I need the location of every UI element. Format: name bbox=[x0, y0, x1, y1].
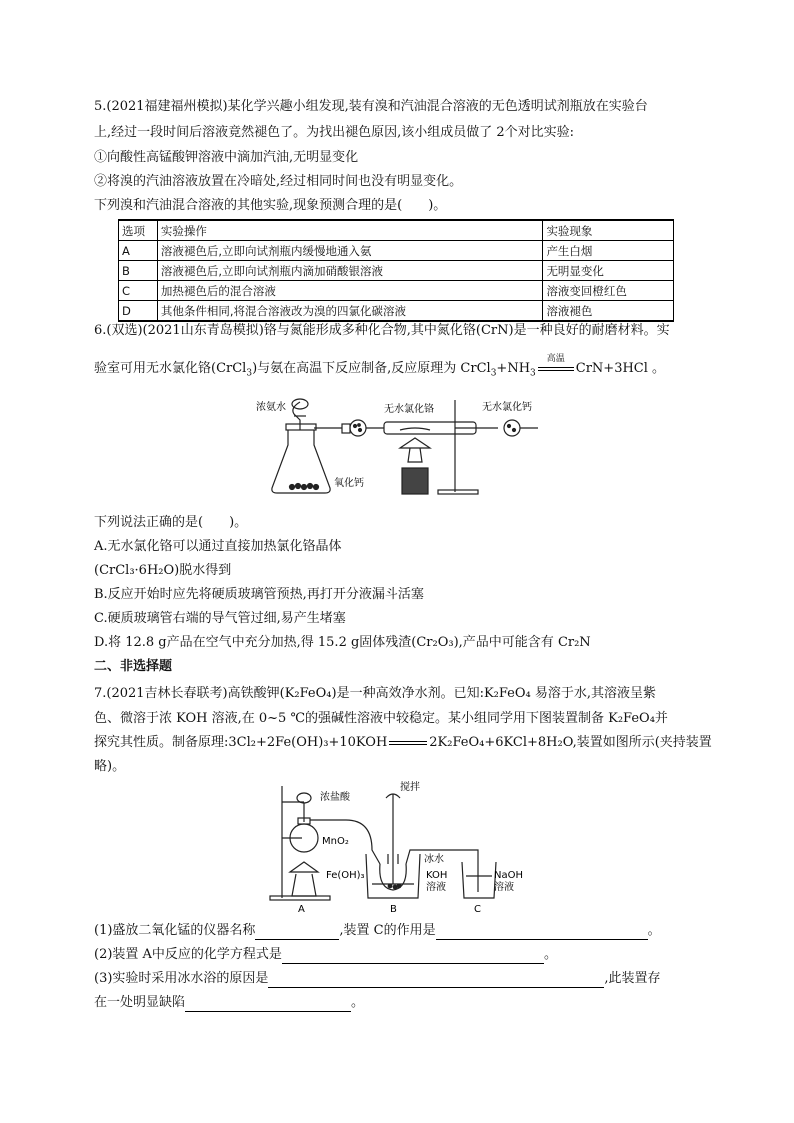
q5-experiment-1: ①向酸性高锰酸钾溶液中滴加汽油,无明显变化 bbox=[94, 150, 359, 165]
q7-sub3-text: ,此装置存 bbox=[604, 971, 661, 986]
label-feoh3: Fe(OH)₃ bbox=[326, 870, 365, 881]
table-row bbox=[119, 261, 674, 281]
table-cell: A bbox=[119, 241, 158, 261]
table-cell: 无明显变化 bbox=[543, 261, 674, 281]
q5-experiment-2: ②将溴的汽油溶液放置在冷暗处,经过相同时间也没有明显变化。 bbox=[94, 174, 463, 189]
q6-text: 验室可用无水氯化铬(CrCl bbox=[94, 361, 247, 376]
q5-question: 下列溴和汽油混合溶液的其他实验,现象预测合理的是( )。 bbox=[94, 198, 447, 213]
label-ammonia: 浓氨水 bbox=[256, 402, 286, 413]
table-row bbox=[119, 241, 674, 261]
table-header-cell: 实验操作 bbox=[157, 220, 543, 241]
answer-blank[interactable] bbox=[255, 925, 339, 940]
table-cell: 其他条件相同,将混合溶液改为溴的四氯化碳溶液 bbox=[157, 301, 543, 322]
q7-stem-line4: 略)。 bbox=[94, 759, 126, 774]
q5-options-table bbox=[118, 219, 674, 322]
table-row bbox=[119, 281, 674, 301]
q7-sub1-text: 。 bbox=[647, 923, 661, 938]
table-header-cell: 选项 bbox=[119, 220, 158, 241]
q7-sub3-text: (3)实验时采用冰水浴的原因是 bbox=[94, 971, 269, 986]
q6-text: +NH bbox=[496, 361, 531, 376]
table-header-cell: 实验现象 bbox=[543, 220, 674, 241]
label-koh-solution: 溶液 bbox=[426, 882, 446, 893]
q7-sub1 bbox=[94, 922, 661, 940]
table-cell: 加热褪色后的混合溶液 bbox=[157, 281, 543, 301]
label-mno2: MnO₂ bbox=[322, 836, 349, 847]
q6-option-b: B.反应开始时应先将硬质玻璃管预热,再打开分液漏斗活塞 bbox=[94, 587, 424, 602]
q6-option-a-line1: A.无水氯化铬可以通过直接加热氯化铬晶体 bbox=[94, 539, 342, 554]
q7-text: 探究其性质。制备原理:3Cl₂+2Fe(OH)₃+10KOH bbox=[94, 735, 388, 750]
q7-sub1-text: ,装置 C的作用是 bbox=[339, 923, 436, 938]
q6-option-c: C.硬质玻璃管右端的导气管过细,易产生堵塞 bbox=[94, 611, 346, 626]
table-cell: 溶液褪色后,立即向试剂瓶内缓慢地通入氨 bbox=[157, 241, 543, 261]
q6-text: CrN+3HCl 。 bbox=[575, 361, 666, 376]
label-apparatus-b: B bbox=[390, 904, 397, 915]
q6-question: 下列说法正确的是( )。 bbox=[94, 515, 248, 530]
q7-sub3-line2 bbox=[94, 994, 364, 1012]
q7-sub3-line1 bbox=[94, 970, 661, 988]
answer-blank[interactable] bbox=[282, 949, 544, 964]
q5-stem-line2: 上,经过一段时间后溶液竟然褪色了。为找出褪色原因,该小组成员做了 2个对比实验: bbox=[94, 125, 575, 140]
q6-apparatus-diagram bbox=[250, 390, 550, 505]
table-row bbox=[119, 301, 674, 322]
label-apparatus-a: A bbox=[298, 904, 305, 915]
table-cell: 溶液褪色后,立即向试剂瓶内滴加硝酸银溶液 bbox=[157, 261, 543, 281]
table-cell: 产生白烟 bbox=[543, 241, 674, 261]
q5-stem-line1: 5.(2021福建福州模拟)某化学兴趣小组发现,装有溴和汽油混合溶液的无色透明试剂瓶放在实验台 bbox=[94, 99, 648, 114]
answer-blank[interactable] bbox=[436, 925, 648, 940]
q6-option-a-line2: (CrCl₃·6H₂O)脱水得到 bbox=[94, 563, 232, 578]
q7-sub3-text: 。 bbox=[351, 995, 365, 1010]
label-cao: 氧化钙 bbox=[334, 478, 364, 489]
label-apparatus-c: C bbox=[474, 904, 481, 915]
label-anhydrous-cacl2: 无水氯化钙 bbox=[482, 402, 532, 413]
q7-stem-line1: 7.(2021吉林长春联考)高铁酸钾(K₂FeO₄)是一种高效净水剂。已知:K₂FeO₄ 易溶于水,其溶液呈紫 bbox=[94, 686, 657, 701]
table-cell: 溶液变回橙红色 bbox=[543, 281, 674, 301]
table-cell: D bbox=[119, 301, 158, 322]
label-stir: 搅拌 bbox=[400, 782, 420, 793]
reaction-condition bbox=[536, 354, 576, 378]
table-cell: C bbox=[119, 281, 158, 301]
q7-sub1-text: (1)盛放二氧化锰的仪器名称 bbox=[94, 923, 256, 938]
condition-label: 高温 bbox=[546, 354, 565, 364]
q6-option-d: D.将 12.8 g产品在空气中充分加热,得 15.2 g固体残渣(Cr₂O₃),产品中可能含有 Cr₂N bbox=[94, 635, 591, 650]
q7-apparatus-diagram bbox=[268, 780, 538, 918]
table-header-row bbox=[119, 220, 674, 241]
q7-stem-line2: 色、微溶于浓 KOH 溶液,在 0~5 ℃的强碱性溶液中较稳定。某小组同学用下图装置制备 K₂FeO₄并 bbox=[94, 711, 668, 726]
q7-text: 2K₂FeO₄+6KCl+8H₂O,装置如图所示(夹持装置 bbox=[429, 735, 712, 750]
table-cell: 溶液褪色 bbox=[543, 301, 674, 322]
answer-blank[interactable] bbox=[268, 973, 604, 988]
q7-sub2-text: 。 bbox=[543, 947, 557, 962]
q6-stem-line1: 6.(双选)(2021山东青岛模拟)铬与氮能形成多种化合物,其中氮化铬(CrN)是一种良好的耐磨材料。实 bbox=[94, 323, 670, 338]
answer-blank[interactable] bbox=[185, 997, 351, 1012]
label-ice-water: 冰水 bbox=[424, 854, 444, 865]
q6-text: )与氨在高温下反应制备,反应原理为 CrCl bbox=[252, 361, 491, 376]
q7-sub3-text: 在一处明显缺陷 bbox=[94, 995, 186, 1010]
q6-stem-line2: 验室可用无水氯化铬(CrCl$_3$)与氨在高温下反应制备,反应原理为 $CrCl_3+NH_3$ 高温 CrN+3HCl 。 bbox=[94, 360, 665, 383]
label-anhydrous-crcl3: 无水氯化铬 bbox=[384, 404, 434, 415]
label-naoh-solution: 溶液 bbox=[494, 882, 514, 893]
label-naoh: NaOH bbox=[494, 870, 523, 881]
table-cell: B bbox=[119, 261, 158, 281]
q7-sub2-text: (2)装置 A中反应的化学方程式是 bbox=[94, 947, 282, 962]
q7-stem-line3 bbox=[94, 734, 712, 752]
label-conc-hcl: 浓盐酸 bbox=[320, 792, 350, 803]
q7-sub2 bbox=[94, 946, 557, 964]
section-heading: 二、非选择题 bbox=[94, 659, 173, 674]
label-koh: KOH bbox=[426, 870, 448, 881]
